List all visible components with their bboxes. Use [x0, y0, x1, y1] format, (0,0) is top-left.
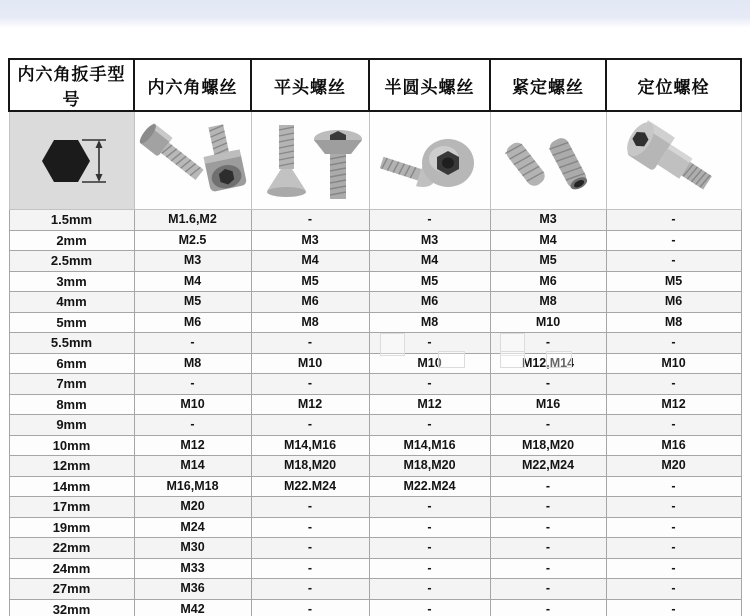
screw-size-cell: -: [490, 476, 606, 497]
screw-size-cell: -: [251, 415, 369, 436]
screw-size-cell: -: [369, 579, 490, 600]
screw-size-cell: -: [606, 599, 741, 616]
screw-size-cell: M22.M24: [369, 476, 490, 497]
screw-size-cell: -: [251, 333, 369, 354]
wrench-size-cell: 2.5mm: [9, 251, 134, 272]
table-row: [9, 599, 741, 616]
watermark-ghost-box: [500, 351, 525, 368]
button-head-screws-icon: [374, 117, 486, 205]
spec-table-header: [9, 59, 741, 111]
wrench-size-cell: 24mm: [9, 558, 134, 579]
screw-size-cell: M3: [369, 230, 490, 251]
socket-head-screws-cell: [134, 111, 251, 210]
shoulder-bolt-cell: [606, 111, 741, 210]
screw-size-cell: M10: [134, 394, 251, 415]
screw-size-cell: M36: [134, 579, 251, 600]
table-row: [9, 271, 741, 292]
screw-size-cell: M3: [134, 251, 251, 272]
screw-size-cell: -: [251, 497, 369, 518]
screw-size-cell: M8: [490, 292, 606, 313]
screw-size-cell: M22,M24: [490, 456, 606, 477]
screw-size-cell: M16: [490, 394, 606, 415]
screw-size-cell: -: [606, 333, 741, 354]
screw-size-cell: -: [606, 230, 741, 251]
screw-size-cell: -: [490, 374, 606, 395]
wrench-size-cell: 14mm: [9, 476, 134, 497]
table-row: [9, 292, 741, 313]
screw-size-cell: -: [606, 374, 741, 395]
table-row: [9, 497, 741, 518]
screw-size-cell: -: [490, 558, 606, 579]
screw-size-cell: -: [490, 517, 606, 538]
screw-size-cell: M5: [490, 251, 606, 272]
screw-size-cell: M30: [134, 538, 251, 559]
screw-size-cell: M5: [251, 271, 369, 292]
screw-size-cell: -: [490, 415, 606, 436]
screw-size-cell: M10: [490, 312, 606, 333]
wrench-size-cell: 3mm: [9, 271, 134, 292]
set-screws-icon: [494, 117, 602, 205]
wrench-size-cell: 4mm: [9, 292, 134, 313]
screw-size-cell: -: [606, 517, 741, 538]
screw-size-cell: M5: [606, 271, 741, 292]
set-screws-cell: [490, 111, 606, 210]
table-row: [9, 210, 741, 231]
table-row: [9, 435, 741, 456]
screw-size-cell: M4: [490, 230, 606, 251]
screw-size-cell: M6: [606, 292, 741, 313]
hex-wrench-cross-section-icon: [20, 118, 124, 204]
screw-size-cell: -: [490, 599, 606, 616]
screw-size-cell: -: [490, 333, 606, 354]
screw-size-cell: -: [369, 517, 490, 538]
table-row: [9, 517, 741, 538]
screw-size-cell: M16,M18: [134, 476, 251, 497]
screw-size-cell: M6: [251, 292, 369, 313]
screw-size-cell: M1.6,M2: [134, 210, 251, 231]
screw-size-cell: M5: [369, 271, 490, 292]
screw-size-cell: -: [369, 210, 490, 231]
screw-size-cell: -: [606, 579, 741, 600]
screw-size-cell: M4: [134, 271, 251, 292]
screw-size-cell: -: [490, 579, 606, 600]
screw-size-cell: M12,M14: [490, 353, 606, 374]
screw-size-cell: M6: [490, 271, 606, 292]
wrench-size-cell: 32mm: [9, 599, 134, 616]
table-row: [9, 251, 741, 272]
wrench-size-cell: 5mm: [9, 312, 134, 333]
header-shoulder-bolt: 定位螺栓: [606, 59, 741, 111]
screw-size-cell: -: [251, 599, 369, 616]
screw-size-cell: M12: [251, 394, 369, 415]
table-row: [9, 353, 741, 374]
wrench-size-cell: 19mm: [9, 517, 134, 538]
screw-size-cell: M8: [369, 312, 490, 333]
screw-size-cell: -: [606, 476, 741, 497]
screw-size-cell: M2.5: [134, 230, 251, 251]
screw-size-cell: M10: [251, 353, 369, 374]
table-row: [9, 415, 741, 436]
wrench-size-cell: 22mm: [9, 538, 134, 559]
screw-size-cell: -: [251, 579, 369, 600]
screw-size-cell: -: [251, 558, 369, 579]
screw-size-cell: M5: [134, 292, 251, 313]
table-row: [9, 476, 741, 497]
screw-size-cell: M10: [606, 353, 741, 374]
screw-size-cell: -: [251, 517, 369, 538]
screw-size-cell: M22.M24: [251, 476, 369, 497]
wrench-size-cell: 7mm: [9, 374, 134, 395]
screw-size-cell: -: [251, 374, 369, 395]
screw-size-cell: -: [369, 415, 490, 436]
screw-size-cell: -: [606, 251, 741, 272]
screw-size-cell: M12: [369, 394, 490, 415]
watermark-ghost-box: [438, 351, 465, 368]
screw-size-cell: -: [369, 538, 490, 559]
wrench-size-cell: 1.5mm: [9, 210, 134, 231]
screw-size-cell: M24: [134, 517, 251, 538]
screw-size-cell: -: [606, 210, 741, 231]
wrench-size-cell: 17mm: [9, 497, 134, 518]
wrench-size-cell: 10mm: [9, 435, 134, 456]
header-set-screw: 紧定螺丝: [490, 59, 606, 111]
screw-size-cell: -: [369, 374, 490, 395]
screw-size-cell: -: [369, 333, 490, 354]
wrench-size-cell: 8mm: [9, 394, 134, 415]
hex-section-cell: [9, 111, 134, 210]
table-row: [9, 374, 741, 395]
screw-size-cell: M12: [134, 435, 251, 456]
screw-size-cell: M8: [606, 312, 741, 333]
screw-size-cell: M33: [134, 558, 251, 579]
screw-size-cell: M3: [490, 210, 606, 231]
screw-size-cell: M6: [369, 292, 490, 313]
table-row: [9, 394, 741, 415]
screw-size-cell: -: [134, 415, 251, 436]
screw-size-cell: M8: [251, 312, 369, 333]
wrench-size-cell: 9mm: [9, 415, 134, 436]
top-decorative-band: [0, 0, 750, 28]
wrench-size-cell: 5.5mm: [9, 333, 134, 354]
screw-size-cell: M14,M16: [369, 435, 490, 456]
screw-size-cell: M6: [134, 312, 251, 333]
screw-size-cell: M10: [369, 353, 490, 374]
shoulder-bolt-icon: [614, 117, 734, 205]
screw-size-cell: -: [606, 497, 741, 518]
screw-size-cell: -: [251, 210, 369, 231]
socket-head-cap-screws-icon: [138, 117, 248, 205]
screw-size-cell: M4: [251, 251, 369, 272]
screw-size-cell: M14: [134, 456, 251, 477]
screw-size-cell: M8: [134, 353, 251, 374]
screw-size-cell: -: [606, 538, 741, 559]
table-row: [9, 230, 741, 251]
spec-table-body: [9, 210, 741, 616]
header-flat-head-screw: 平头螺丝: [251, 59, 369, 111]
screw-size-cell: -: [134, 374, 251, 395]
table-row: [9, 558, 741, 579]
flat-head-screws-icon: [254, 117, 366, 205]
header-wrench-size: 内六角扳手型号: [9, 59, 134, 111]
screw-size-cell: -: [606, 558, 741, 579]
screw-size-cell: M42: [134, 599, 251, 616]
table-row: [9, 312, 741, 333]
screw-size-cell: M18,M20: [369, 456, 490, 477]
screw-size-cell: M14,M16: [251, 435, 369, 456]
header-socket-head-screw: 内六角螺丝: [134, 59, 251, 111]
wrench-size-cell: 6mm: [9, 353, 134, 374]
table-row: [9, 456, 741, 477]
watermark-ghost-box: [380, 333, 405, 356]
screw-size-cell: -: [490, 497, 606, 518]
screw-size-cell: -: [134, 333, 251, 354]
screw-size-cell: M20: [606, 456, 741, 477]
watermark-ghost-box: [546, 351, 572, 368]
flat-head-screws-cell: [251, 111, 369, 210]
screw-size-cell: M18,M20: [251, 456, 369, 477]
image-row: [9, 111, 741, 210]
screw-size-cell: -: [369, 599, 490, 616]
screw-size-cell: M12: [606, 394, 741, 415]
table-row: [9, 333, 741, 354]
button-head-screws-cell: [369, 111, 490, 210]
screw-size-cell: -: [606, 415, 741, 436]
screw-size-cell: M18,M20: [490, 435, 606, 456]
wrench-size-cell: 12mm: [9, 456, 134, 477]
wrench-size-cell: 27mm: [9, 579, 134, 600]
screw-size-cell: M20: [134, 497, 251, 518]
screw-size-cell: -: [251, 538, 369, 559]
screw-size-cell: -: [369, 497, 490, 518]
table-row: [9, 538, 741, 559]
screw-size-cell: -: [369, 558, 490, 579]
screw-size-cell: M3: [251, 230, 369, 251]
screw-size-cell: -: [490, 538, 606, 559]
table-row: [9, 579, 741, 600]
screw-spec-table: [8, 58, 742, 616]
header-button-head-screw: 半圆头螺丝: [369, 59, 490, 111]
wrench-size-cell: 2mm: [9, 230, 134, 251]
screw-size-cell: M4: [369, 251, 490, 272]
screw-size-cell: M16: [606, 435, 741, 456]
